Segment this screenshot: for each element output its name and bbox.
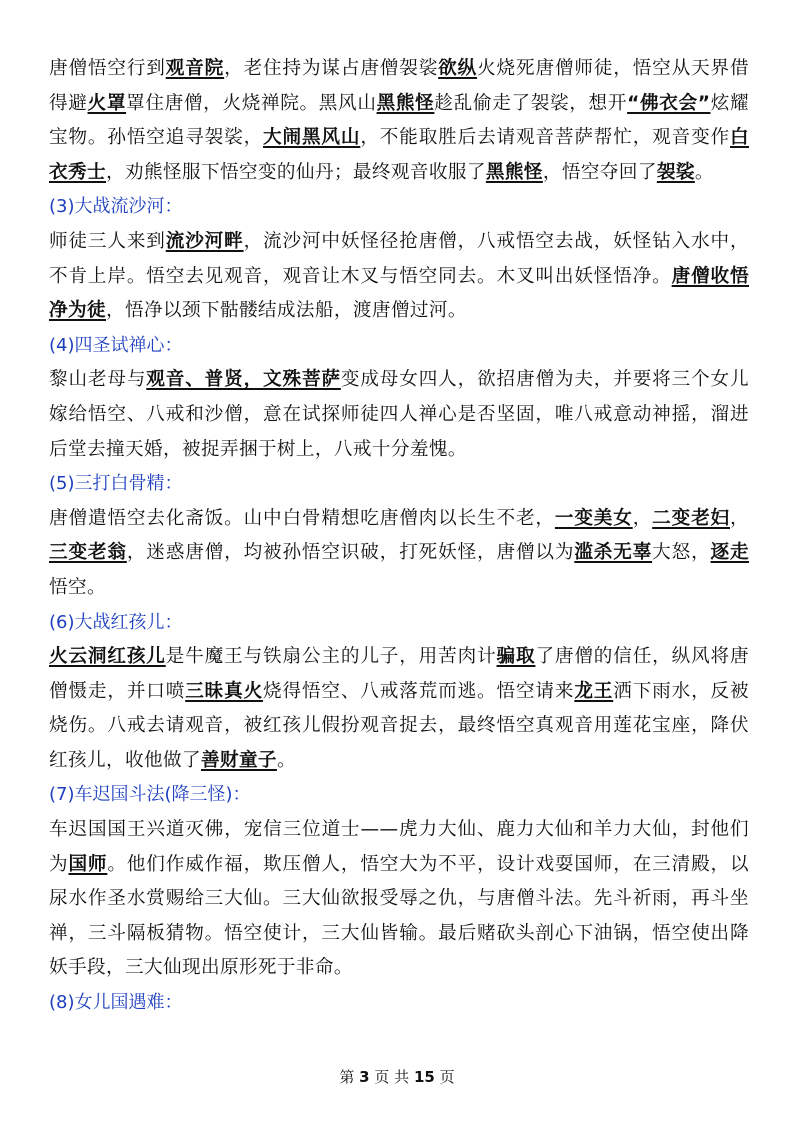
paragraph <box>49 502 749 606</box>
current-page-number: 3 <box>359 1068 370 1086</box>
emphasized-term: 唐僧收悟净为徒 <box>49 265 749 322</box>
emphasized-term: 欲纵 <box>438 58 478 79</box>
text-segment: (5)三打白骨精： <box>49 473 183 495</box>
emphasized-term: 大闹黑风山 <box>263 127 361 149</box>
emphasized-term: 火云洞红孩儿 <box>49 646 166 668</box>
emphasized-term: 白衣秀士 <box>49 127 749 183</box>
text-segment: (7)车迟国斗法(降三怪)： <box>49 784 251 806</box>
emphasized-term: 黑熊怪 <box>485 161 543 183</box>
section-heading <box>49 329 749 364</box>
emphasized-term: 三昧真火 <box>185 680 264 702</box>
paragraph <box>49 225 749 329</box>
emphasized-term: 国师 <box>68 853 108 875</box>
emphasized-term: 逐走 <box>710 542 749 564</box>
emphasized-term: 滥杀无辜 <box>574 542 653 564</box>
document-body <box>49 52 749 1021</box>
text-segment: 罩住唐僧，火烧禅院。黑风山 <box>126 92 377 114</box>
text-segment: 大怒， <box>652 542 711 564</box>
section-heading <box>49 986 749 1021</box>
section-heading <box>49 190 749 225</box>
text-segment: 趁乱偷走了袈裟，想开 <box>434 92 628 114</box>
text-segment: 唐僧悟空行到 <box>49 58 166 79</box>
section-heading <box>49 467 749 502</box>
paragraph <box>49 813 749 986</box>
page-footer <box>0 1066 794 1087</box>
footer-suffix: 页 <box>439 1068 455 1086</box>
text-segment: (4)四圣试禅心： <box>49 334 183 356</box>
emphasized-term: 龙王 <box>574 680 614 702</box>
emphasized-term: 袈裟 <box>656 161 695 183</box>
emphasized-term: 流沙河畔 <box>165 230 244 252</box>
text-segment: ，迷惑唐僧，均被孙悟空识破，打死妖怪，唐僧以为 <box>126 542 575 564</box>
total-page-count: 15 <box>413 1068 435 1086</box>
emphasized-term: 观音、普贤，文殊菩萨 <box>146 369 341 391</box>
text-segment: 是牛魔王与铁扇公主的儿子，用苦肉计 <box>165 646 497 668</box>
section-heading <box>49 606 749 641</box>
text-segment: 黎山老母与 <box>49 369 147 391</box>
paragraph <box>49 363 749 467</box>
emphasized-term: 火罩 <box>87 92 127 114</box>
text-segment: (8)女儿国遇难： <box>49 992 183 1014</box>
text-segment: 火烧死唐僧师徒，悟空从天界借得避 <box>49 58 750 114</box>
text-segment: 。 <box>276 749 296 771</box>
emphasized-term: 观音院 <box>165 58 225 79</box>
text-segment: ，流沙河中妖怪径抢唐僧，八戒悟空去战，妖怪钻入水中，不肯上岸。悟空去见观音，观音让木叉与悟空同去。木叉叫出妖怪悟净。 <box>49 230 749 287</box>
text-segment: ， <box>632 507 653 529</box>
text-segment: ，老住持为谋占唐僧袈裟 <box>224 58 439 79</box>
text-segment: 唐僧遣悟空去化斋饭。山中白骨精想吃唐僧肉以长生不老， <box>49 507 555 529</box>
text-segment: 悟空。 <box>49 576 106 598</box>
text-segment: ，劝熊怪服下悟空变的仙丹；最终观音收服了 <box>105 161 486 183</box>
text-segment: ，悟空夺回了 <box>542 161 657 183</box>
emphasized-term: 骗取 <box>496 646 536 668</box>
footer-middle: 页 共 <box>374 1068 410 1086</box>
emphasized-term: 三变老翁 <box>49 542 127 564</box>
emphasized-term: “佛衣会” <box>627 92 711 114</box>
text-segment: 炫耀宝物。孙悟空追寻袈裟， <box>49 92 749 149</box>
paragraph <box>49 52 749 190</box>
text-segment: 师徒三人来到 <box>49 230 166 252</box>
emphasized-term: 黑熊怪 <box>376 92 435 114</box>
section-heading <box>49 778 749 813</box>
text-segment: 车迟国国王兴道灭佛，宠信三位道士——虎力大仙、鹿力大仙和羊力大仙，封他们为 <box>49 819 749 875</box>
text-segment: 变成母女四人，欲招唐僧为夫，并要将三个女儿嫁给悟空、八戒和沙僧，意在试探师徒四人禅心是否坚固，唯八戒意动神摇，溜进后堂去撞天婚，被捉弄捆于树上，八戒十分羞愧。 <box>49 369 749 460</box>
text-segment: (6)大战红孩儿： <box>49 611 183 633</box>
text-segment: 洒下雨水，反被烧伤。八戒去请观音，被红孩儿假扮观音捉去，最终悟空真观音用莲花宝座，降伏红孩儿，收他做了 <box>49 680 749 771</box>
emphasized-term: 善财童子 <box>200 749 277 771</box>
text-segment: 。他们作威作福，欺压僧人，悟空大为不平，设计戏耍国师，在三清殿，以尿水作圣水赏赐给三大仙。三大仙欲报受辱之仇，与唐僧斗法。先斗祈雨，再斗坐禅，三斗隔板猜物。悟空使计，三大仙皆输。最后赌砍头剖心下油锅，悟空使出降妖手段，三大仙现出原形死于非命。 <box>49 853 749 979</box>
emphasized-term: 二变老妇 <box>652 507 730 529</box>
paragraph <box>49 640 749 778</box>
text-segment: 。 <box>694 161 714 183</box>
footer-prefix: 第 <box>339 1068 355 1086</box>
text-segment: ，悟净以颈下骷髅结成法船，渡唐僧过河。 <box>105 300 467 322</box>
emphasized-term: 一变美女 <box>554 507 633 529</box>
text-segment: 烧得悟空、八戒落荒而逃。悟空请来 <box>263 680 575 702</box>
text-segment: ，不能取胜后去请观音菩萨帮忙，观音变作 <box>360 127 730 149</box>
text-segment: 了唐僧的信任，纵风将唐僧慑走，并口喷 <box>49 646 749 702</box>
text-segment: ， <box>730 507 749 529</box>
text-segment: (3)大战流沙河： <box>49 196 183 218</box>
